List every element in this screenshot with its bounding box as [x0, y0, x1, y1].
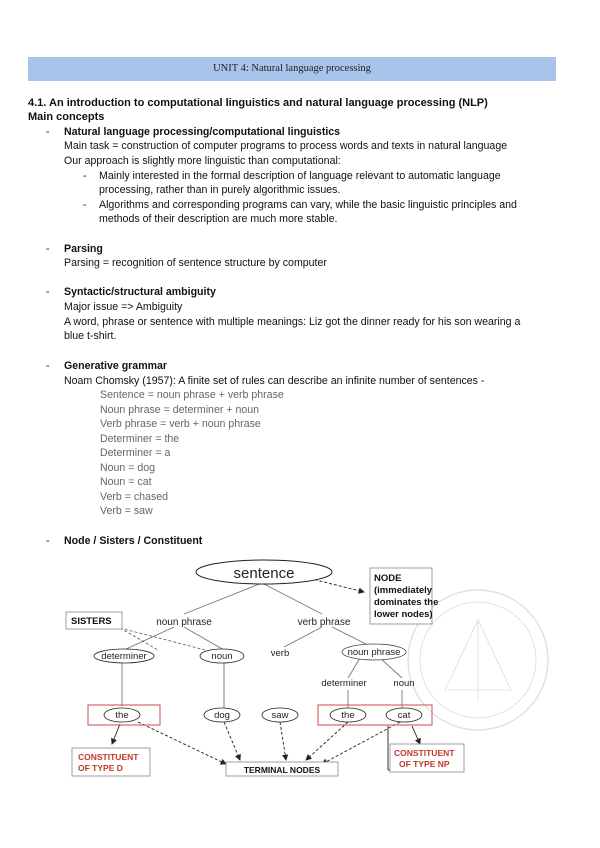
grammar-rule: Noun = dog [100, 462, 156, 474]
sentence-label: sentence [233, 565, 295, 582]
constituent-np-line: CONSTITUENT [394, 748, 455, 758]
unit-title: UNIT 4: Natural language processing [213, 63, 371, 74]
bullet-dash: - [46, 286, 50, 298]
grammar-rule: Noun phrase = determiner + noun [100, 404, 260, 416]
nlp-line1: Main task = construction of computer programs to process words and texts in natural language [64, 140, 508, 152]
grammar-rule: Verb = saw [100, 505, 153, 517]
bullet-dash: - [46, 243, 50, 255]
syntax-tree-diagram [0, 555, 600, 785]
verb-phrase-label: verb phrase [297, 617, 351, 628]
bullet-dash: - [46, 535, 50, 547]
cat-label: cat [397, 710, 411, 721]
ambiguity-title: Syntactic/structural ambiguity [64, 286, 216, 298]
the-right-label: the [341, 710, 355, 721]
constituent-d-line: CONSTITUENT [78, 752, 139, 762]
determiner-right-label: determiner [321, 678, 367, 689]
noun-phrase-right-label: noun phrase [347, 647, 401, 658]
nlp-sub2-line1: Algorithms and corresponding programs can vary, while the basic linguistic principles and [99, 199, 517, 211]
terminal-nodes-label: TERMINAL NODES [243, 765, 321, 775]
sub-bullet-dash: - [83, 170, 87, 182]
section-heading: 4.1. An introduction to computational linguistics and natural language processing (NLP) [28, 97, 488, 109]
grammar-rule: Verb = chased [100, 491, 169, 503]
parsing-title: Parsing [64, 243, 103, 255]
sisters-label: SISTERS [71, 616, 112, 627]
constituent-d-line: OF TYPE D [78, 763, 123, 773]
the-left-label: the [115, 710, 129, 721]
nlp-sub2-line2: methods of their description are much more stable. [99, 213, 338, 225]
nlp-line2: Our approach is slightly more linguistic than computational: [64, 155, 341, 167]
bullet-dash: - [46, 360, 50, 372]
nlp-sub1-line2: processing, rather than in purely algorithmic issues. [99, 184, 341, 196]
nlp-title: Natural language processing/computational linguistics [64, 126, 341, 138]
nlp-sub1-line1: Mainly interested in the formal description of language relevant to automatic language [99, 170, 501, 182]
saw-label: saw [271, 710, 289, 721]
verb-label: verb [270, 648, 290, 659]
parsing-line1: Parsing = recognition of sentence structure by computer [64, 257, 327, 269]
dog-label: dog [214, 710, 230, 721]
node-callout-line: (immediately [374, 585, 433, 596]
node-callout-line: NODE [374, 573, 402, 584]
node-callout-line: dominates the [374, 597, 439, 608]
bullet-dash: - [46, 126, 50, 138]
grammar-rule: Determiner = a [100, 447, 171, 459]
grammar-rule: Sentence = noun phrase + verb phrase [100, 389, 284, 401]
node-callout-line: lower nodes) [374, 609, 433, 620]
ambiguity-line3: blue t-shirt. [64, 330, 117, 342]
section-subheading: Main concepts [28, 111, 105, 123]
grammar-rule: Determiner = the [100, 433, 180, 445]
node-title: Node / Sisters / Constituent [64, 535, 203, 547]
noun-left-label: noun [211, 651, 233, 662]
generative-title: Generative grammar [64, 360, 168, 372]
ambiguity-line2: A word, phrase or sentence with multiple meanings: Liz got the dinner ready for his son wearing a [64, 316, 521, 328]
sub-bullet-dash: - [83, 199, 87, 211]
constituent-np-line: OF TYPE NP [399, 759, 450, 769]
determiner-label: determiner [101, 651, 147, 662]
generative-line1: Noam Chomsky (1957): A finite set of rules can describe an infinite number of sentences - [64, 375, 485, 387]
noun-right-label: noun [393, 678, 415, 689]
unit-header [28, 57, 556, 81]
noun-phrase-left-label: noun phrase [156, 617, 212, 628]
ambiguity-line1: Major issue => Ambiguity [64, 301, 183, 313]
grammar-rule: Noun = cat [100, 476, 152, 488]
grammar-rule: Verb phrase = verb + noun phrase [100, 418, 261, 430]
